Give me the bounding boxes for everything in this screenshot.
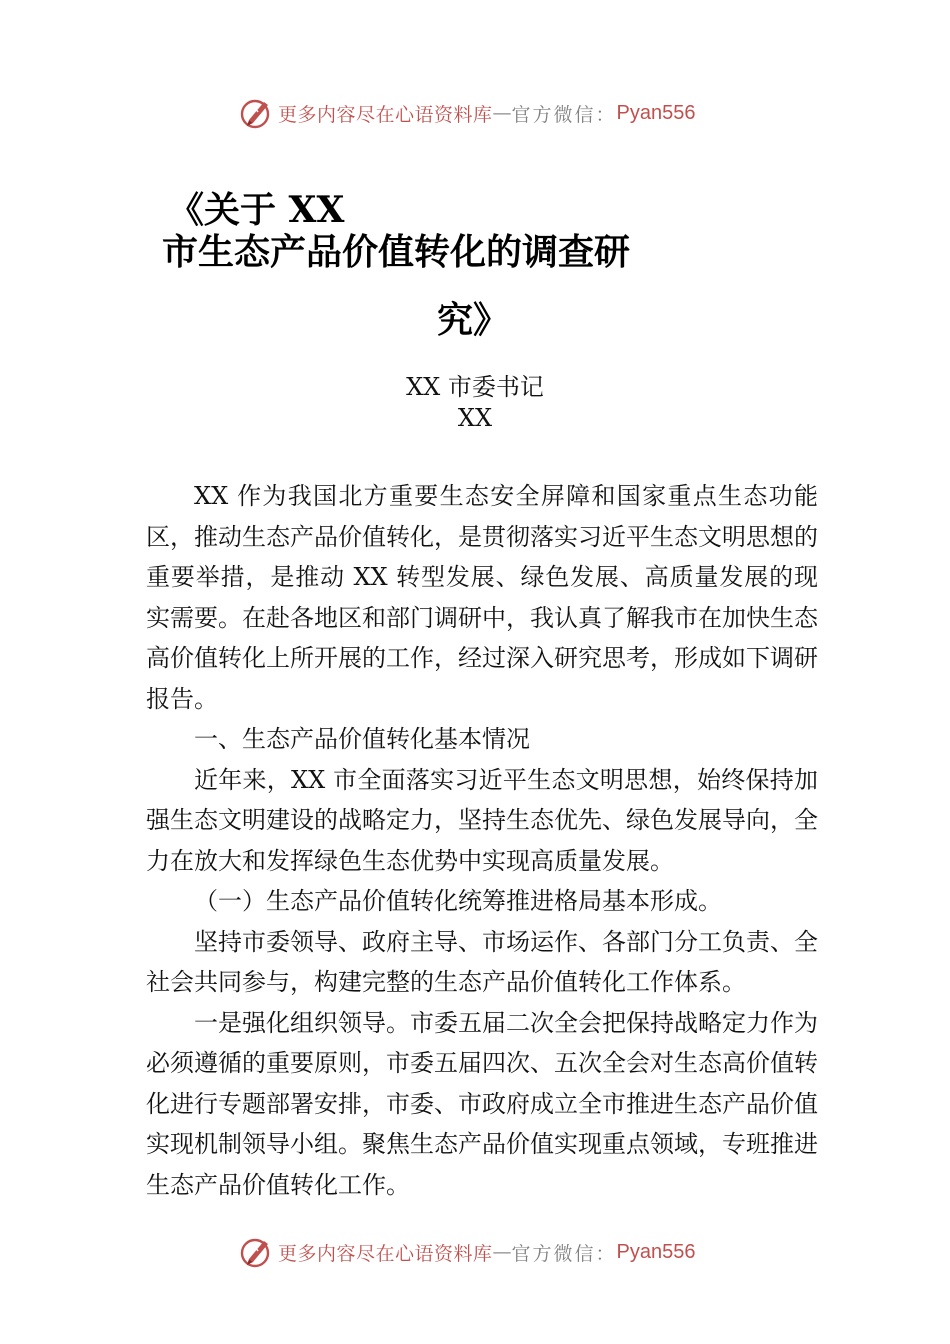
paragraph: XX 作为我国北方重要生态安全屏障和国家重点生态功能区，推动生态产品价值转化，是贯彻落实习近平生态文明思想的重要举措，是推动 XX 转型发展、绿色发展、高质量发展的现实需要。在赴各地区和部门调研中，我认真了解我市在加快生态高价值转化上所开展的工作，经过深入研究思考，形成如下调研报告。 <box>146 482 818 713</box>
watermark-wechat-label: 官方微信： <box>511 103 617 126</box>
watermark-dash: — <box>492 1241 512 1263</box>
pen-logo-icon <box>240 1235 274 1269</box>
document-title-line-1: 《关于 XX <box>168 189 345 231</box>
author-name: XX <box>457 404 493 432</box>
header-watermark <box>240 96 800 130</box>
watermark-wechat-id: Pyan556 <box>616 1240 696 1263</box>
paragraph: 坚持市委领导、政府主导、市场运作、各部门分工负责、全社会共同参与，构建完整的生态产品价值转化工作体系。 <box>146 927 818 996</box>
paragraph: 一是强化组织领导。市委五届二次全会把保持战略定力作为必须遵循的重要原则，市委五届四次、五次全会对生态高价值转化进行专题部署安排，市委、市政府成立全市推进生态产品价值实现机制领导小组。聚焦生态产品价值实现重点领域，专班推进生态产品价值转化工作。 <box>146 1008 818 1199</box>
document-title-line-2: 市生态产品价值转化的调查研 <box>162 231 631 273</box>
watermark-text: 更多内容尽在心语资料库 <box>278 1242 493 1265</box>
section-heading: 一、生态产品价值转化基本情况 <box>194 725 530 753</box>
watermark-text: 更多内容尽在心语资料库 <box>278 103 493 126</box>
footer-watermark <box>240 1235 800 1269</box>
watermark-dash: — <box>492 102 512 124</box>
pen-logo-icon <box>240 96 274 130</box>
subsection-heading: （一）生态产品价值转化统筹推进格局基本形成。 <box>194 887 722 915</box>
document-body <box>146 476 818 1205</box>
watermark-wechat-label: 官方微信： <box>511 1242 617 1265</box>
watermark-wechat-id: Pyan556 <box>616 101 696 124</box>
author-position: XX 市委书记 <box>406 373 544 401</box>
paragraph: 近年来，XX 市全面落实习近平生态文明思想，始终保持加强生态文明建设的战略定力，坚持生态优先、绿色发展导向，全力在放大和发挥绿色生态优势中实现高质量发展。 <box>146 765 818 875</box>
document-title-line-3: 究》 <box>437 299 510 341</box>
